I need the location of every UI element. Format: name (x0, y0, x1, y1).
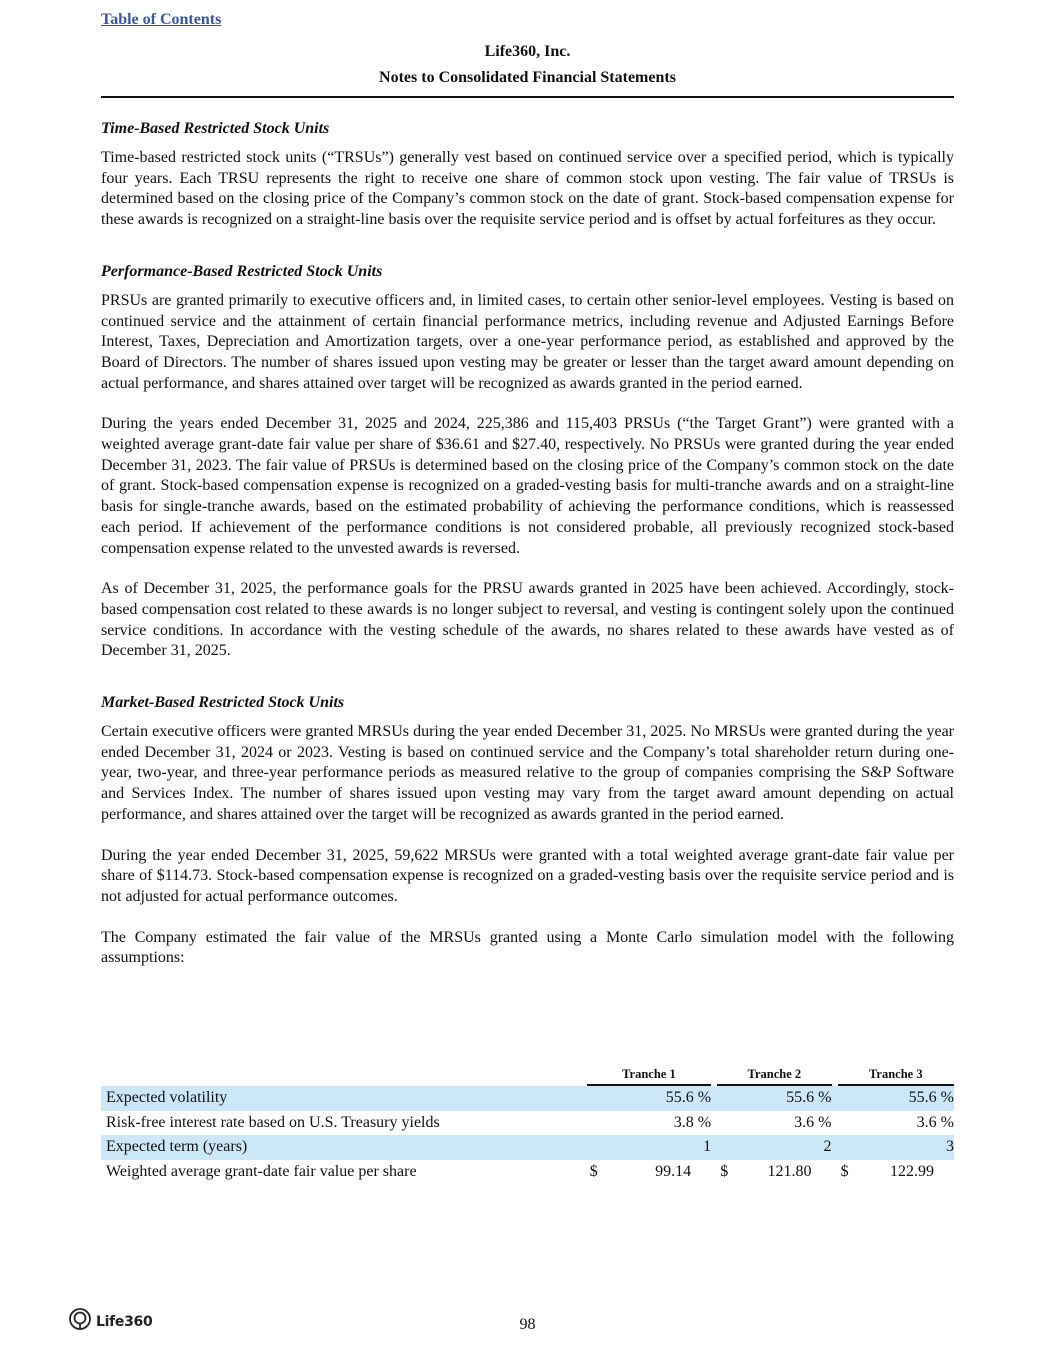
section-title-trsu: Time-Based Restricted Stock Units (101, 120, 330, 137)
cell-value: 3.8 % (673, 1113, 712, 1131)
currency-symbol (587, 1086, 604, 1111)
cell-value: 55.6 % (604, 1086, 711, 1111)
cell-value: 1 (604, 1135, 711, 1160)
page-subtitle: Notes to Consolidated Financial Statements (379, 69, 676, 86)
column-header: Tranche 1 (587, 1066, 711, 1086)
paragraph: Time-based restricted stock units (“TRSUs”) generally vest based on continued service over a specified period, which is typically four years. Each TRSU represents the right to receive one share of common stock upon vesting. The fair value of TRSUs is determined based on the closing price of the Company’s common stock on the date of grant. Stock-based compensation expense for these awards is recognized on a straight-line basis over the requisite service period and is offset by actual forfeitures as they occur. (101, 149, 954, 229)
currency-symbol (587, 1111, 604, 1136)
page-number: 98 (519, 1316, 536, 1333)
section-title-prsu: Performance-Based Restricted Stock Units (101, 262, 383, 280)
paragraph: During the years ended December 31, 2025 and 2024, 225,386 and 115,403 PRSUs (“the Target Grant”) were granted with a weighted average grant-date fair value per share of $36.61 and $27.40, respectively. No PRSUs were granted during the year ended December 31, 2023. The fair value of PRSUs is determined based on the closing price of the Company’s common stock on the date of grant. Stock-based compensation expense is recognized on a graded-vesting basis for multi-tranche awards and on a straight-line basis for single-tranche awards, based on the estimated probability of achieving the performance conditions, which is reassessed each period. If achievement of the performance conditions is not considered probable, all previously recognized stock-based compensation expense related to the unvested awards is reversed. (101, 415, 954, 557)
row-label: Expected term (years) (101, 1135, 587, 1160)
cell-value: 55.6 % (855, 1086, 954, 1111)
currency-symbol (717, 1111, 734, 1136)
currency-symbol: $ (720, 1162, 729, 1180)
column-header: Tranche 3 (838, 1066, 954, 1086)
table-row (101, 1111, 954, 1136)
cell-value: 122.99 (890, 1162, 934, 1180)
paragraph: The Company estimated the fair value of the MRSUs granted using a Monte Carlo simulation model with the following assumptions: (101, 928, 954, 967)
notes-body (101, 118, 954, 969)
paragraph: During the year ended December 31, 2025, 59,622 MRSUs were granted with a total weighted average grant-date fair value per share of $114.73. Stock-based compensation expense is recognized on a graded-vesting basis over the requisite service period and is not adjusted for actual performance outcomes. (101, 846, 954, 905)
table-row (101, 1135, 954, 1160)
paragraph: As of December 31, 2025, the performance goals for the PRSU awards granted in 2025 have been achieved. Accordingly, stock-based compensation cost related to these awards is no longer subject to reversal, and vesting is contingent solely upon the continued service conditions. In accordance with the vesting schedule of the awards, no shares related to these awards have vested as of December 31, 2025. (101, 580, 954, 660)
column-header: Tranche 2 (717, 1066, 831, 1086)
currency-symbol: $ (840, 1162, 849, 1180)
currency-symbol: $ (589, 1162, 598, 1180)
currency-symbol (717, 1135, 734, 1160)
paragraph: PRSUs are granted primarily to executive officers and, in limited cases, to certain other senior-level employees. Vesting is based on continued service and the attainment of certain financial performance metrics, including revenue and Adjusted Earnings Before Interest, Taxes, Depreciation and Amortization targets, over a one-year performance period, as established and approved by the Board of Directors. The number of shares issued upon vesting may be greater or lesser than the target award amount depending on actual performance, and shares attained over target will be recognized as awards granted in the period earned. (101, 291, 954, 392)
cell-value: 3.6 % (794, 1113, 832, 1131)
cell-value: 121.80 (767, 1162, 812, 1180)
row-label: Risk-free interest rate based on U.S. Treasury yields (106, 1113, 440, 1131)
cell-value: 2 (734, 1135, 831, 1160)
header-divider (101, 96, 954, 98)
paragraph: Certain executive officers were granted MRSUs during the year ended December 31, 2025. No MRSUs were granted during the year ended December 31, 2024 or 2023. Vesting is based on continued service and the Company’s total shareholder return during one-year, two-year, and three-year performance periods as measured relative to the group of companies comprising the S&P Software and Services Index. The number of shares issued upon vesting may vary from the target award amount depending on actual performance, and shares attained over the target will be recognized as awards granted in the period earned. (101, 723, 954, 823)
cell-value: 99.14 (655, 1162, 692, 1180)
table-header-row (101, 1066, 954, 1086)
logo-wordmark: Life360 (96, 1313, 153, 1330)
section-title-mrsu: Market-Based Restricted Stock Units (101, 694, 345, 712)
cell-value: 3.6 % (916, 1113, 954, 1131)
cell-value: 3 (855, 1135, 954, 1160)
currency-symbol (587, 1135, 604, 1160)
currency-symbol (838, 1086, 855, 1111)
table-row (101, 1160, 954, 1185)
table-row (101, 1086, 954, 1111)
currency-symbol (717, 1086, 734, 1111)
row-label: Weighted average grant-date fair value per share (106, 1162, 417, 1180)
monte-carlo-assumptions-table (101, 1066, 954, 1184)
currency-symbol (838, 1111, 855, 1136)
row-label: Expected volatility (101, 1086, 587, 1111)
currency-symbol (838, 1135, 855, 1160)
table-of-contents-link[interactable]: Table of Contents (101, 11, 222, 28)
cell-value: 55.6 % (734, 1086, 831, 1111)
company-name: Life360, Inc. (484, 43, 571, 60)
